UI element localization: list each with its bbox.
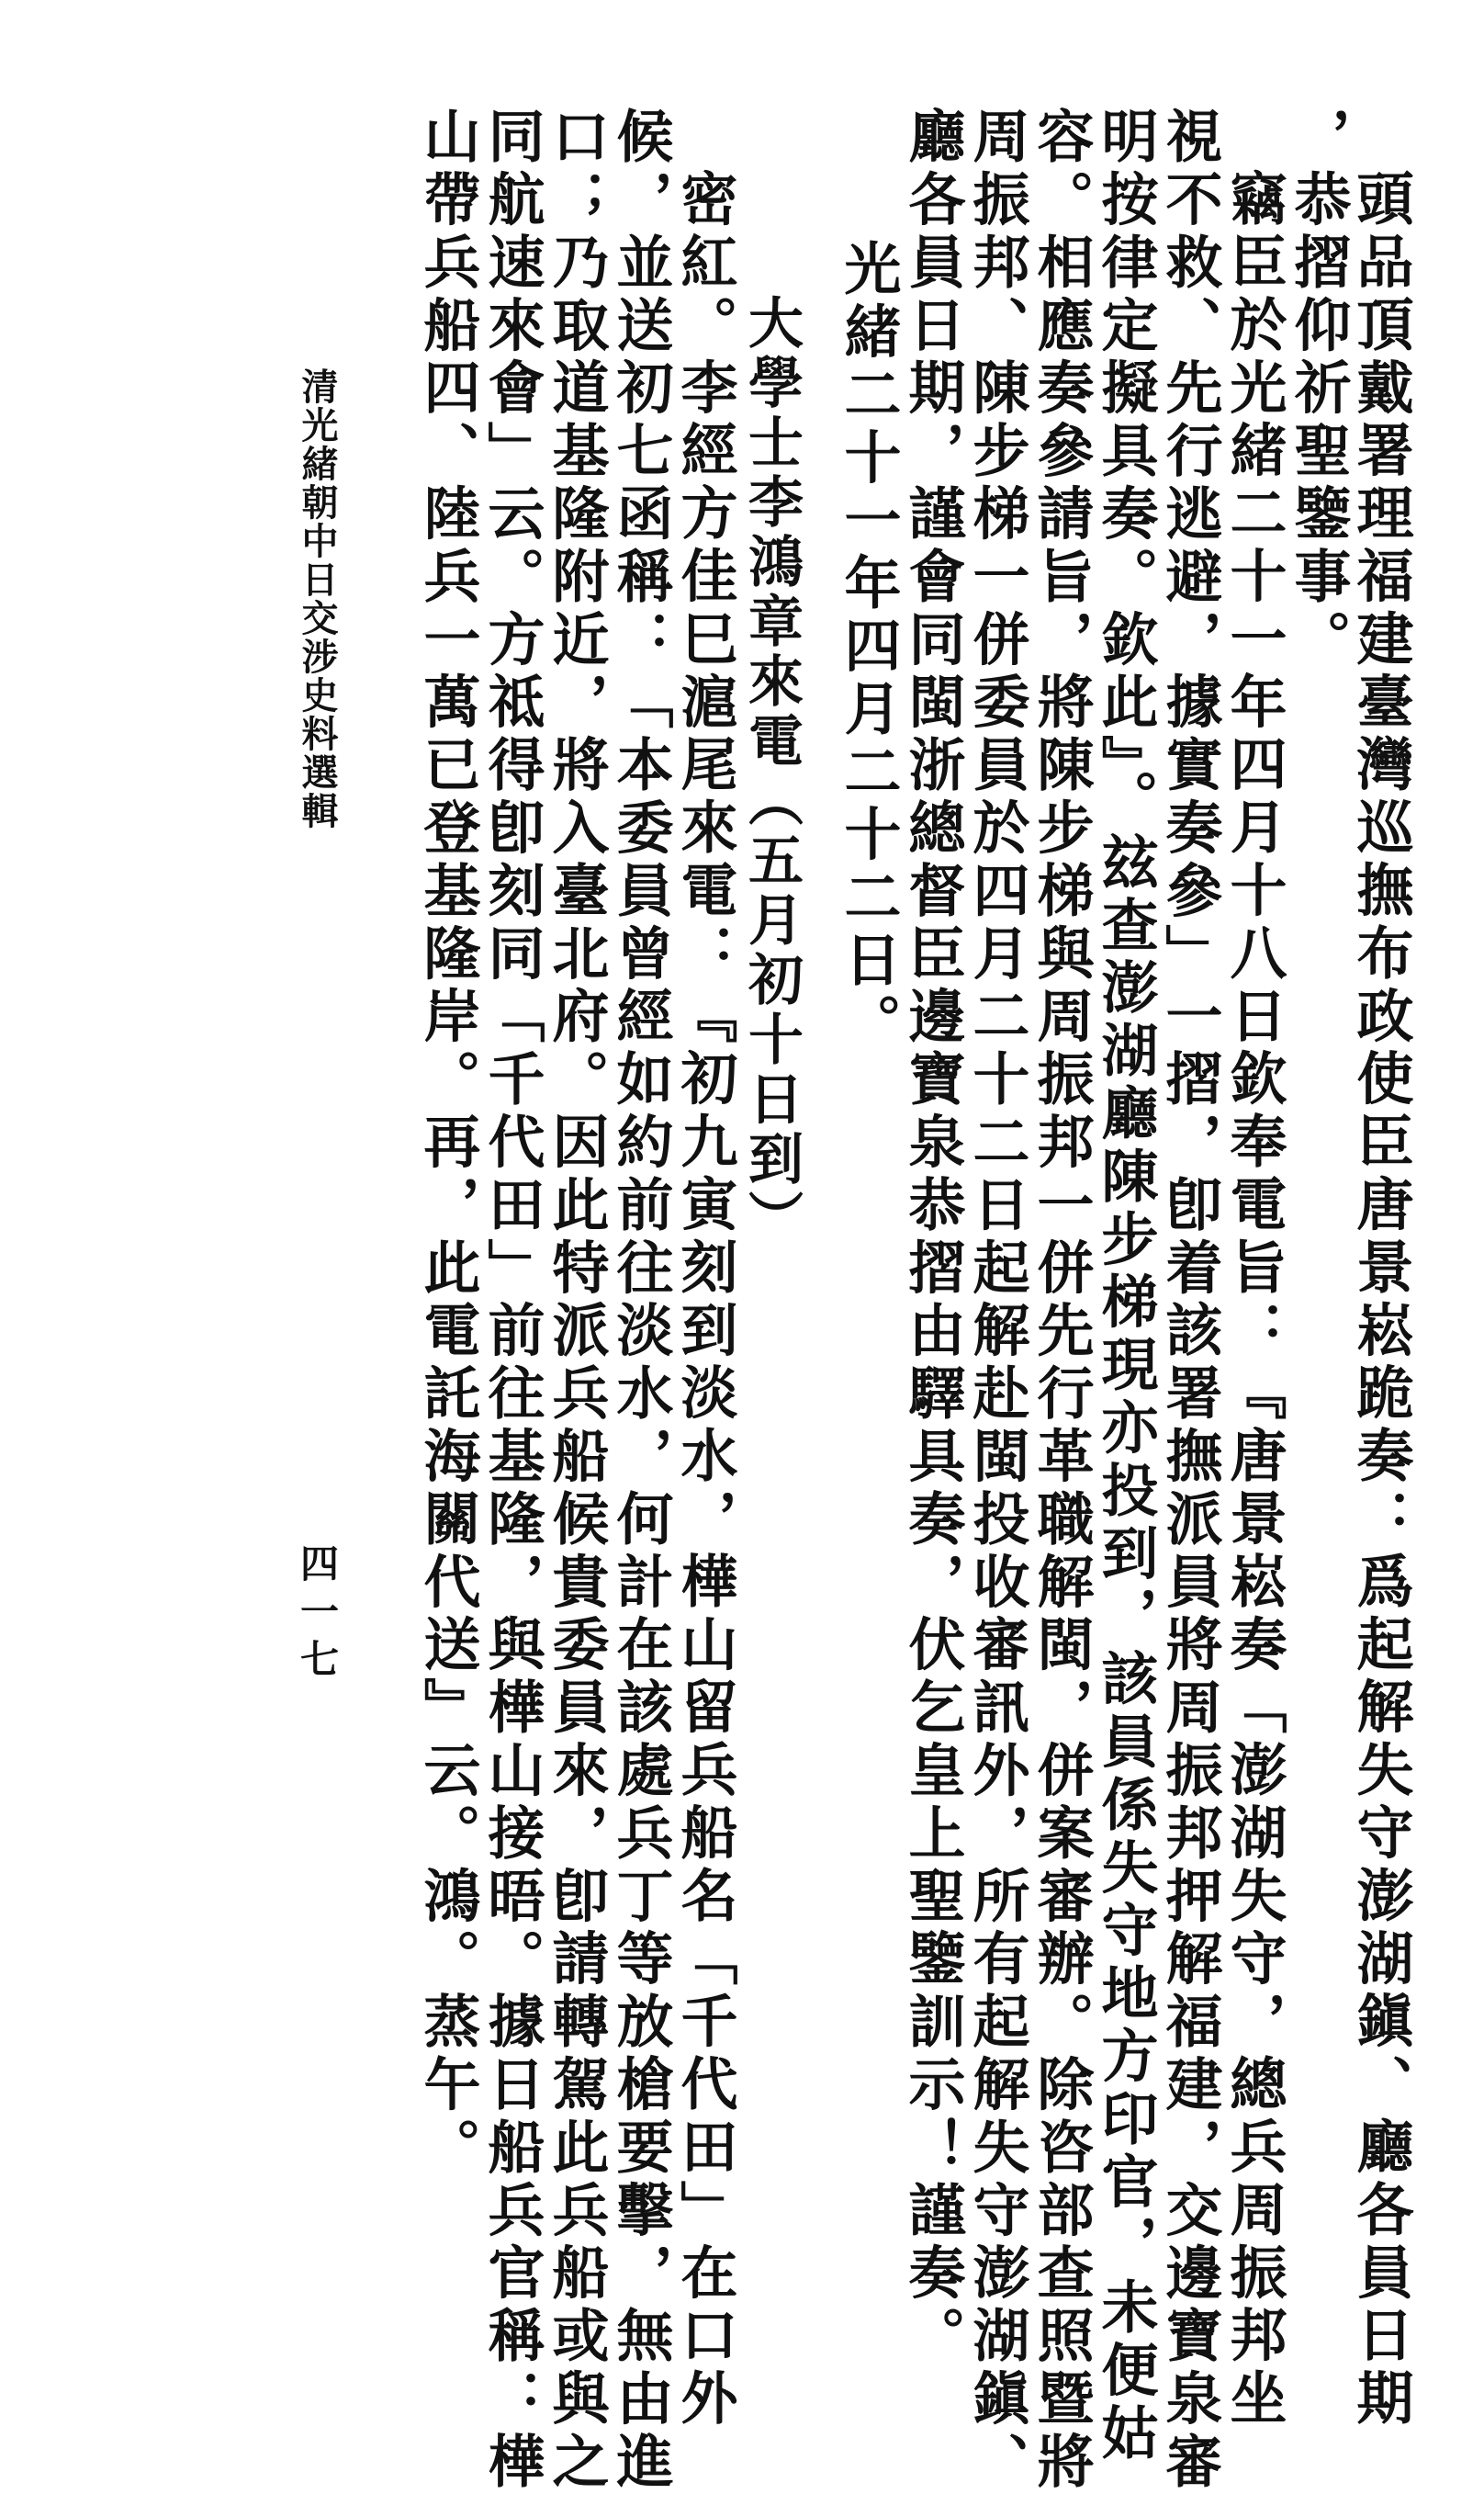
text-column-12: 候，並送初七函稱：「本委員曾經如約前往淡水，何計在該處兵丁等放槍要擊，無由進 [607,107,674,2494]
date-line: 光緒二十一年四月二十二日。 [835,239,902,1056]
text-column-4: 視不救、先行逃避，據實奏參」一摺，卽着該署撫派員將周振邦押解福建，交邊寶泉審 [1156,107,1223,2494]
text-column-11: 密紅。李經方佳巳滬尾來電：『初九寅刻到淡水，樺山留兵船名「千代田」在口外 [671,169,738,2432]
telegram-heading: 大學士李鴻章來電（五月初十日到） [739,294,804,1249]
text-column-3: 竊臣於光緒二十一年四月十八日欽奉電旨：『唐景崧奏「澎湖失守，總兵周振邦坐 [1220,169,1287,2432]
book-title-footer: 清光緒朝中日交涉史料選輯 [296,367,339,830]
text-column-8: 廳各員日期，謹會同閩浙總督臣邊寶泉恭摺由驛具奏，伏乞皇上聖鑒訓示！謹奏。 [899,107,966,2369]
text-column-15: 山帶兵船四、陸兵一萬已登基隆岸。再，此電託海關代送』云。鴻。蒸午。 [414,107,481,2181]
text-column-1: 頭品頂戴署理福建臺灣巡撫布政使臣唐景崧跪奏：爲起解失守澎湖鎭、廳各員日期 [1347,169,1414,2432]
text-column-2: ，恭摺仰祈聖鑒事。 [1285,107,1352,672]
text-column-5: 明按律定擬具奏。欽此』。玆查澎湖廳陳步梯現亦投到，該員係失守地方印官，未便姑 [1092,107,1159,2466]
text-column-14: 同航速來會」云。方祗得卽刻同「千代田」前往基隆，與樺山接晤。據日船兵官稱：樺 [478,107,545,2494]
text-column-13: 口；乃取道基隆附近，將入臺北府。因此特派兵船候貴委員來，卽請轉駕此兵船或與之 [543,107,610,2494]
text-column-6: 容。相應奏參請旨，將陳步梯與周振邦一併先行革職解閩，併案審辦。除咨部查照暨將 [1028,107,1095,2494]
text-column-7: 周振邦、陳步梯一併委員於四月二十二日起解赴閩投收審訊外，所有起解失守澎湖鎭、 [963,107,1030,2494]
page-number: 四一七 [295,1543,340,1687]
